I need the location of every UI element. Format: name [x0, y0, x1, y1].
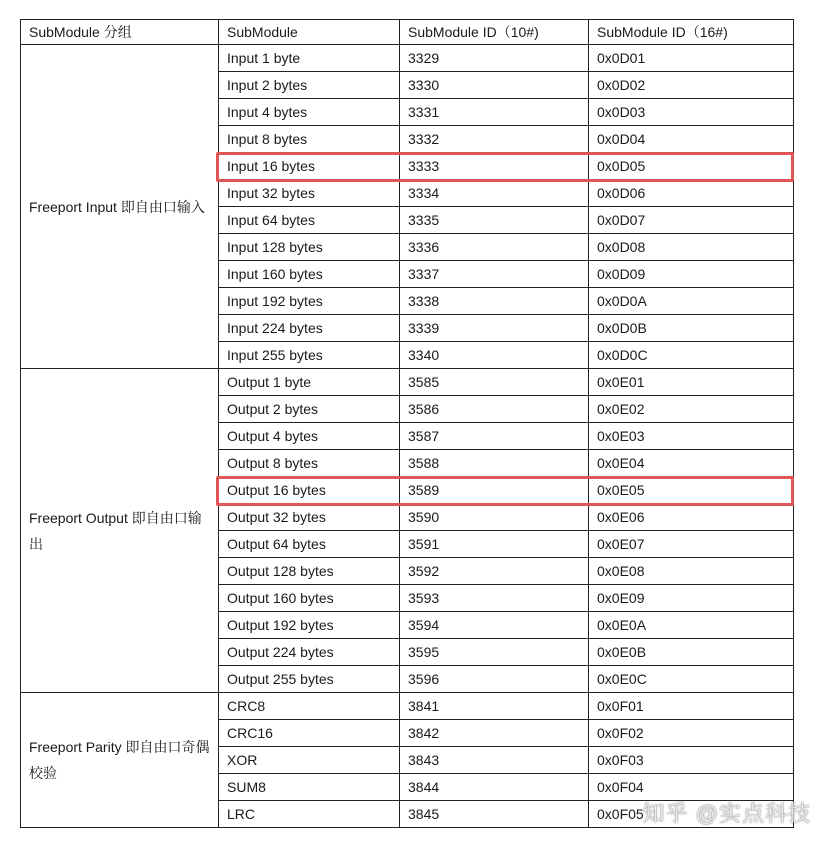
submodule-id-table — [20, 19, 794, 828]
submodule-name-cell: CRC8 — [219, 693, 400, 720]
submodule-id-hex-cell: 0x0E0C — [589, 666, 794, 693]
header-group: SubModule 分组 — [21, 20, 219, 45]
submodule-name-cell: Output 1 byte — [219, 369, 400, 396]
submodule-id-hex-cell: 0x0E03 — [589, 423, 794, 450]
group-label-cell: Freeport Input 即自由口输入 — [21, 45, 219, 369]
submodule-id-hex-cell: 0x0E04 — [589, 450, 794, 477]
submodule-id-dec-cell: 3844 — [400, 774, 589, 801]
submodule-id-hex-cell: 0x0F02 — [589, 720, 794, 747]
submodule-id-dec-cell: 3596 — [400, 666, 589, 693]
submodule-id-hex-cell: 0x0E0B — [589, 639, 794, 666]
submodule-id-hex-cell: 0x0E05 — [589, 477, 794, 504]
submodule-id-dec-cell: 3330 — [400, 72, 589, 99]
submodule-id-hex-cell: 0x0F05 — [589, 801, 794, 828]
submodule-name-cell: Output 160 bytes — [219, 585, 400, 612]
submodule-id-dec-cell: 3585 — [400, 369, 589, 396]
submodule-id-hex-cell: 0x0E07 — [589, 531, 794, 558]
group-label-cell: Freeport Output 即自由口输出 — [21, 369, 219, 693]
submodule-name-cell: Output 255 bytes — [219, 666, 400, 693]
submodule-id-dec-cell: 3333 — [400, 153, 589, 180]
submodule-name-cell: Input 192 bytes — [219, 288, 400, 315]
submodule-name-cell: Output 4 bytes — [219, 423, 400, 450]
submodule-name-cell: Input 16 bytes — [219, 153, 400, 180]
submodule-id-dec-cell: 3335 — [400, 207, 589, 234]
table-header-row — [21, 20, 794, 45]
submodule-name-cell: Output 16 bytes — [219, 477, 400, 504]
header-submodule: SubModule — [219, 20, 400, 45]
submodule-name-cell: Output 8 bytes — [219, 450, 400, 477]
submodule-id-dec-cell: 3590 — [400, 504, 589, 531]
submodule-id-hex-cell: 0x0D07 — [589, 207, 794, 234]
submodule-id-dec-cell: 3586 — [400, 396, 589, 423]
submodule-id-dec-cell: 3587 — [400, 423, 589, 450]
submodule-id-dec-cell: 3594 — [400, 612, 589, 639]
submodule-name-cell: Output 32 bytes — [219, 504, 400, 531]
submodule-name-cell: Input 224 bytes — [219, 315, 400, 342]
submodule-name-cell: Input 8 bytes — [219, 126, 400, 153]
submodule-id-dec-cell: 3331 — [400, 99, 589, 126]
submodule-id-dec-cell: 3338 — [400, 288, 589, 315]
submodule-id-dec-cell: 3845 — [400, 801, 589, 828]
submodule-id-hex-cell: 0x0E08 — [589, 558, 794, 585]
submodule-name-cell: Input 160 bytes — [219, 261, 400, 288]
submodule-name-cell: XOR — [219, 747, 400, 774]
submodule-id-hex-cell: 0x0F03 — [589, 747, 794, 774]
submodule-id-dec-cell: 3334 — [400, 180, 589, 207]
submodule-id-hex-cell: 0x0D05 — [589, 153, 794, 180]
header-id-dec: SubModule ID（10#) — [400, 20, 589, 45]
header-id-hex: SubModule ID（16#) — [589, 20, 794, 45]
submodule-name-cell: Output 2 bytes — [219, 396, 400, 423]
submodule-id-hex-cell: 0x0E0A — [589, 612, 794, 639]
submodule-name-cell: Input 64 bytes — [219, 207, 400, 234]
table-row — [21, 369, 794, 396]
submodule-name-cell: Input 128 bytes — [219, 234, 400, 261]
submodule-id-hex-cell: 0x0D03 — [589, 99, 794, 126]
submodule-id-hex-cell: 0x0D0A — [589, 288, 794, 315]
submodule-id-dec-cell: 3595 — [400, 639, 589, 666]
submodule-id-dec-cell: 3843 — [400, 747, 589, 774]
table-row — [21, 693, 794, 720]
submodule-id-dec-cell: 3336 — [400, 234, 589, 261]
submodule-id-dec-cell: 3591 — [400, 531, 589, 558]
submodule-id-dec-cell: 3589 — [400, 477, 589, 504]
submodule-name-cell: Input 1 byte — [219, 45, 400, 72]
submodule-name-cell: Output 128 bytes — [219, 558, 400, 585]
submodule-id-hex-cell: 0x0E02 — [589, 396, 794, 423]
submodule-id-hex-cell: 0x0D06 — [589, 180, 794, 207]
watermark: 知乎 @实点科技 — [642, 801, 811, 826]
submodule-id-dec-cell: 3332 — [400, 126, 589, 153]
submodule-id-hex-cell: 0x0E09 — [589, 585, 794, 612]
submodule-id-dec-cell: 3588 — [400, 450, 589, 477]
submodule-id-hex-cell: 0x0D01 — [589, 45, 794, 72]
submodule-id-hex-cell: 0x0F04 — [589, 774, 794, 801]
submodule-id-dec-cell: 3842 — [400, 720, 589, 747]
table-row — [21, 45, 794, 72]
submodule-id-hex-cell: 0x0E06 — [589, 504, 794, 531]
submodule-id-dec-cell: 3329 — [400, 45, 589, 72]
submodule-name-cell: SUM8 — [219, 774, 400, 801]
submodule-id-dec-cell: 3592 — [400, 558, 589, 585]
submodule-name-cell: Input 255 bytes — [219, 342, 400, 369]
cropped-caption-fragment — [0, 0, 831, 6]
submodule-id-dec-cell: 3340 — [400, 342, 589, 369]
submodule-id-hex-cell: 0x0D08 — [589, 234, 794, 261]
submodule-id-dec-cell: 3841 — [400, 693, 589, 720]
submodule-name-cell: Output 224 bytes — [219, 639, 400, 666]
submodule-id-hex-cell: 0x0D09 — [589, 261, 794, 288]
submodule-name-cell: Input 2 bytes — [219, 72, 400, 99]
submodule-id-hex-cell: 0x0D02 — [589, 72, 794, 99]
submodule-id-dec-cell: 3339 — [400, 315, 589, 342]
submodule-id-hex-cell: 0x0F01 — [589, 693, 794, 720]
submodule-name-cell: Input 32 bytes — [219, 180, 400, 207]
submodule-name-cell: Output 192 bytes — [219, 612, 400, 639]
submodule-name-cell: LRC — [219, 801, 400, 828]
submodule-id-hex-cell: 0x0D0C — [589, 342, 794, 369]
submodule-id-dec-cell: 3593 — [400, 585, 589, 612]
submodule-id-hex-cell: 0x0D04 — [589, 126, 794, 153]
submodule-id-hex-cell: 0x0D0B — [589, 315, 794, 342]
submodule-name-cell: CRC16 — [219, 720, 400, 747]
submodule-name-cell: Input 4 bytes — [219, 99, 400, 126]
submodule-id-dec-cell: 3337 — [400, 261, 589, 288]
submodule-name-cell: Output 64 bytes — [219, 531, 400, 558]
submodule-id-hex-cell: 0x0E01 — [589, 369, 794, 396]
group-label-cell: Freeport Parity 即自由口奇偶校验 — [21, 693, 219, 828]
table-body — [21, 45, 794, 828]
